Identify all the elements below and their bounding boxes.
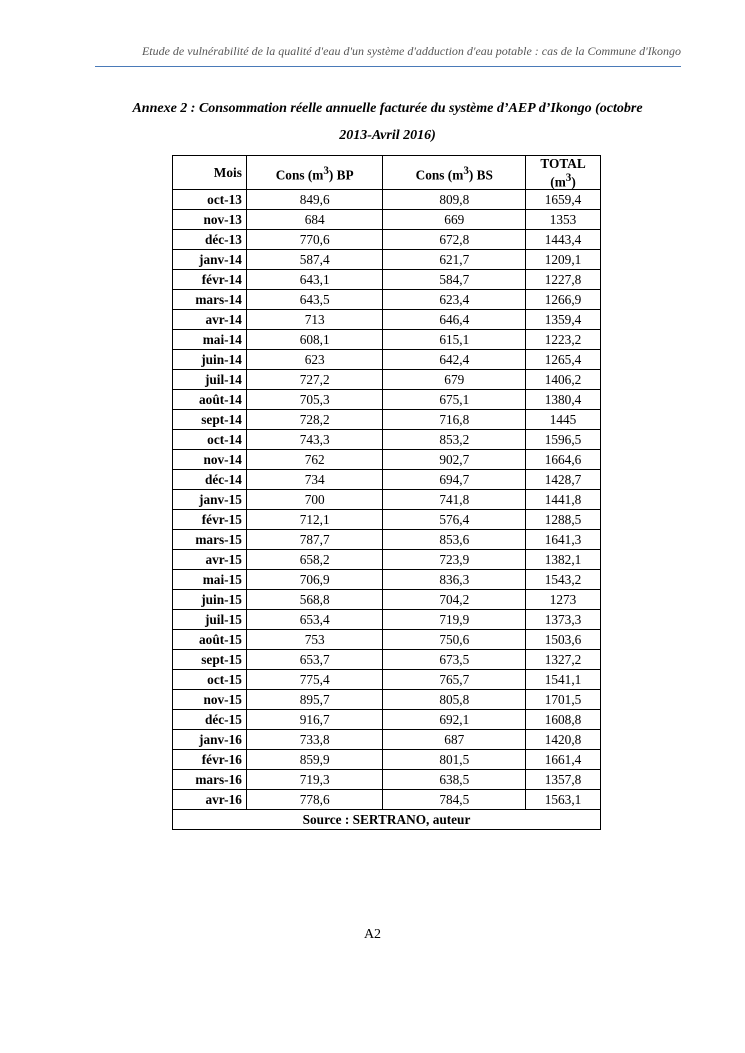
total-cell: 1659,4 [526,190,601,210]
bs-cell: 669 [383,210,526,230]
bs-cell: 741,8 [383,490,526,510]
table-row [173,710,601,730]
month-cell: déc-14 [173,470,247,490]
bs-cell: 784,5 [383,790,526,810]
bp-cell: 762 [246,450,383,470]
header-bp-suffix: ) BP [328,166,354,182]
bs-cell: 719,9 [383,610,526,630]
total-cell: 1503,6 [526,630,601,650]
bp-cell: 770,6 [246,230,383,250]
bs-cell: 638,5 [383,770,526,790]
total-cell: 1641,3 [526,530,601,550]
table-row [173,750,601,770]
total-cell: 1543,2 [526,570,601,590]
table-row [173,490,601,510]
total-cell: 1359,4 [526,310,601,330]
table-row [173,770,601,790]
header-total-prefix: (m [550,174,566,190]
month-cell: nov-14 [173,450,247,470]
total-cell: 1445 [526,410,601,430]
header-total-suffix: ) [571,174,576,190]
header-bp [246,156,383,190]
total-cell: 1664,6 [526,450,601,470]
bs-cell: 584,7 [383,270,526,290]
bp-cell: 733,8 [246,730,383,750]
total-cell: 1441,8 [526,490,601,510]
month-cell: juil-15 [173,610,247,630]
table-row [173,350,601,370]
table-header-row [173,156,601,190]
month-cell: août-14 [173,390,247,410]
table-row [173,510,601,530]
bs-cell: 805,8 [383,690,526,710]
total-cell: 1327,2 [526,650,601,670]
bp-cell: 684 [246,210,383,230]
month-cell: août-15 [173,630,247,650]
table-row [173,690,601,710]
bp-cell: 743,3 [246,430,383,450]
table-row [173,370,601,390]
bp-cell: 895,7 [246,690,383,710]
bs-cell: 621,7 [383,250,526,270]
bs-cell: 750,6 [383,630,526,650]
table-caption [100,95,675,149]
bp-cell: 775,4 [246,670,383,690]
month-cell: mars-14 [173,290,247,310]
bs-cell: 673,5 [383,650,526,670]
bp-cell: 568,8 [246,590,383,610]
month-cell: juin-14 [173,350,247,370]
table-row [173,470,601,490]
bs-cell: 692,1 [383,710,526,730]
month-cell: sept-15 [173,650,247,670]
header-rule [95,66,681,67]
bs-cell: 801,5 [383,750,526,770]
bs-cell: 576,4 [383,510,526,530]
bp-cell: 787,7 [246,530,383,550]
total-cell: 1420,8 [526,730,601,750]
bp-cell: 700 [246,490,383,510]
table-row [173,210,601,230]
month-cell: déc-15 [173,710,247,730]
month-cell: févr-14 [173,270,247,290]
bp-cell: 719,3 [246,770,383,790]
bs-cell: 765,7 [383,670,526,690]
total-cell: 1265,4 [526,350,601,370]
total-cell: 1209,1 [526,250,601,270]
month-cell: janv-15 [173,490,247,510]
total-cell: 1227,8 [526,270,601,290]
month-cell: janv-16 [173,730,247,750]
month-cell: oct-13 [173,190,247,210]
header-bs-suffix: ) BS [468,166,493,182]
running-header: Etude de vulnérabilité de la qualité d'eau d'un système d'adduction d'eau potable : cas de la Commune d'Ikongo [141,44,681,58]
bs-cell: 704,2 [383,590,526,610]
source-row [173,810,601,830]
bp-cell: 859,9 [246,750,383,770]
bs-cell: 623,4 [383,290,526,310]
bp-cell: 712,1 [246,510,383,530]
month-cell: mars-16 [173,770,247,790]
month-cell: mars-15 [173,530,247,550]
month-cell: oct-14 [173,430,247,450]
total-cell: 1608,8 [526,710,601,730]
bp-cell: 587,4 [246,250,383,270]
caption-line-1: Annexe 2 : Consommation réelle annuelle facturée du système d’AEP d’Ikongo (octobre [132,101,643,116]
bs-cell: 642,4 [383,350,526,370]
bp-cell: 705,3 [246,390,383,410]
bp-cell: 713 [246,310,383,330]
table-row [173,630,601,650]
total-cell: 1273 [526,590,601,610]
total-cell: 1406,2 [526,370,601,390]
table-row [173,550,601,570]
table-source: Source : SERTRANO, auteur [173,810,601,830]
bp-cell: 778,6 [246,790,383,810]
header-month: Mois [173,156,247,190]
month-cell: janv-14 [173,250,247,270]
total-cell: 1266,9 [526,290,601,310]
bs-cell: 902,7 [383,450,526,470]
bs-cell: 836,3 [383,570,526,590]
bs-cell: 694,7 [383,470,526,490]
table-row [173,730,601,750]
header-bs-sup: 3 [463,164,469,177]
month-cell: oct-15 [173,670,247,690]
total-cell: 1661,4 [526,750,601,770]
bp-cell: 643,5 [246,290,383,310]
total-cell: 1596,5 [526,430,601,450]
table-row [173,450,601,470]
bs-cell: 687 [383,730,526,750]
month-cell: mai-15 [173,570,247,590]
table-body [173,190,601,810]
bs-cell: 853,6 [383,530,526,550]
bs-cell: 723,9 [383,550,526,570]
table-row [173,390,601,410]
bs-cell: 646,4 [383,310,526,330]
bp-cell: 753 [246,630,383,650]
header-bp-prefix: Cons (m [275,166,324,182]
bs-cell: 615,1 [383,330,526,350]
table-row [173,190,601,210]
total-cell: 1223,2 [526,330,601,350]
month-cell: juin-15 [173,590,247,610]
header-total-line1: TOTAL [540,156,586,171]
month-cell: nov-15 [173,690,247,710]
bp-cell: 849,6 [246,190,383,210]
header-bp-sup: 3 [323,164,329,177]
bs-cell: 679 [383,370,526,390]
total-cell: 1563,1 [526,790,601,810]
month-cell: avr-14 [173,310,247,330]
total-cell: 1357,8 [526,770,601,790]
month-cell: févr-15 [173,510,247,530]
total-cell: 1382,1 [526,550,601,570]
total-cell: 1373,3 [526,610,601,630]
caption-line-2: 2013-Avril 2016) [339,128,436,143]
bs-cell: 716,8 [383,410,526,430]
table-row [173,230,601,250]
bs-cell: 675,1 [383,390,526,410]
header-bs [383,156,526,190]
table-row [173,330,601,350]
month-cell: mai-14 [173,330,247,350]
month-cell: sept-14 [173,410,247,430]
bp-cell: 608,1 [246,330,383,350]
table-row [173,250,601,270]
bp-cell: 653,7 [246,650,383,670]
table-row [173,670,601,690]
bp-cell: 728,2 [246,410,383,430]
bp-cell: 643,1 [246,270,383,290]
bp-cell: 658,2 [246,550,383,570]
month-cell: avr-16 [173,790,247,810]
bp-cell: 734 [246,470,383,490]
total-cell: 1353 [526,210,601,230]
total-cell: 1380,4 [526,390,601,410]
month-cell: déc-13 [173,230,247,250]
total-cell: 1443,4 [526,230,601,250]
table-row [173,270,601,290]
month-cell: nov-13 [173,210,247,230]
total-cell: 1428,7 [526,470,601,490]
table-row [173,650,601,670]
table-row [173,430,601,450]
bs-cell: 853,2 [383,430,526,450]
header-total [526,156,601,190]
table-row [173,590,601,610]
total-cell: 1701,5 [526,690,601,710]
bp-cell: 706,9 [246,570,383,590]
total-cell: 1288,5 [526,510,601,530]
table-row [173,610,601,630]
table-row [173,530,601,550]
month-cell: avr-15 [173,550,247,570]
consumption-table [172,155,601,830]
table-row [173,570,601,590]
month-cell: févr-16 [173,750,247,770]
bp-cell: 727,2 [246,370,383,390]
table-row [173,790,601,810]
header-total-sup: 3 [565,172,572,184]
bp-cell: 623 [246,350,383,370]
bs-cell: 672,8 [383,230,526,250]
bs-cell: 809,8 [383,190,526,210]
header-bs-prefix: Cons (m [415,166,464,182]
table-row [173,310,601,330]
bp-cell: 916,7 [246,710,383,730]
month-cell: juil-14 [173,370,247,390]
table-row [173,410,601,430]
total-cell: 1541,1 [526,670,601,690]
page-number: A2 [363,927,382,942]
table-row [173,290,601,310]
bp-cell: 653,4 [246,610,383,630]
